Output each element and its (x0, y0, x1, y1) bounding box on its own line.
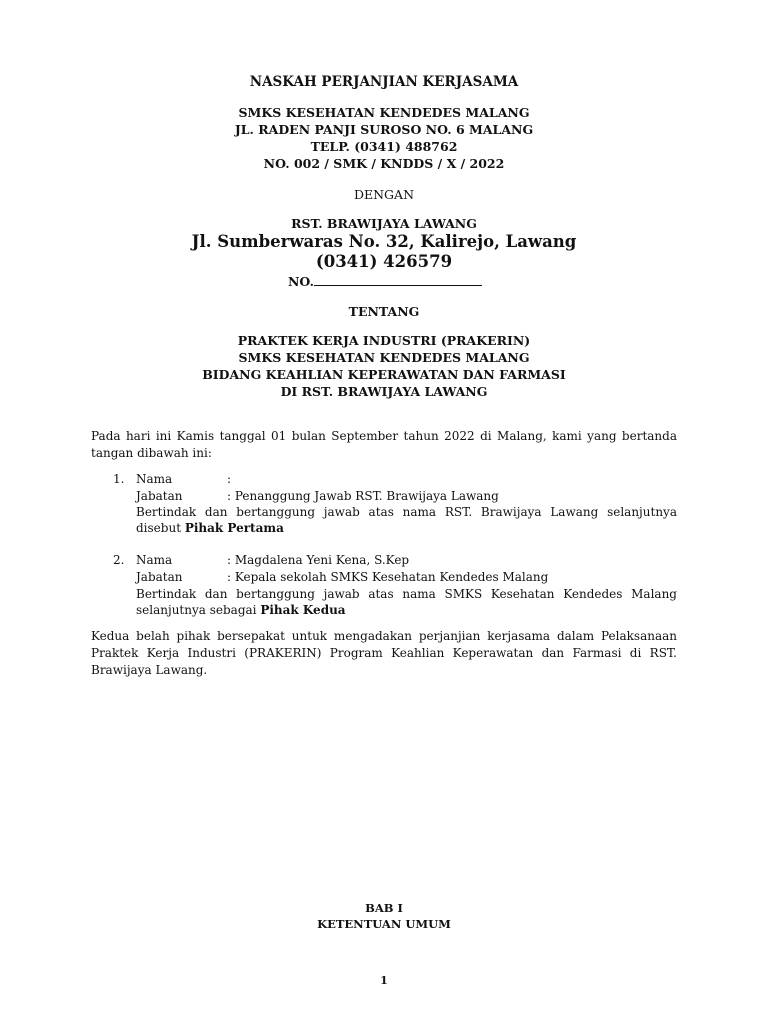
party-2-desc-prefix: selanjutnya sebagai (136, 603, 261, 617)
party-2-role: Pihak Kedua (260, 603, 346, 617)
page-number: 1 (380, 974, 388, 987)
party-2-nama-value: : Magdalena Yeni Kena, S.Kep (227, 553, 410, 567)
agreement-line-3: Brawijaya Lawang. (91, 663, 208, 677)
party-1-role: Pihak Pertama (184, 521, 284, 535)
subject-line-4: DI RST. BRAWIJAYA LAWANG (280, 384, 488, 399)
party-2-jabatan-label: Jabatan (136, 570, 183, 584)
party-1-jabatan-value: : Penanggung Jawab RST. Brawijaya Lawang (227, 489, 499, 503)
party1-name: SMKS KESEHATAN KENDEDES MALANG (238, 105, 530, 120)
party-1-nama-value: : (227, 472, 232, 486)
party-1-desc-prefix: disebut (136, 521, 185, 535)
chapter-subtitle: KETENTUAN UMUM (317, 917, 451, 931)
party1-address: JL. RADEN PANJI SUROSO NO. 6 MALANG (234, 122, 534, 137)
agreement-line-1: Kedua belah pihak bersepakat untuk mengadakan perjanjian kerjasama dalam Pelaksanaan (91, 629, 677, 643)
subject-line-2: SMKS KESEHATAN KENDEDES MALANG (238, 350, 530, 365)
tentang-label: TENTANG (348, 304, 420, 319)
party-1-nama-label: Nama (136, 472, 173, 486)
agreement-line-2: Praktek Kerja Industri (PRAKERIN) Program Keahlian Keperawatan dan Farmasi di RST. (91, 646, 677, 660)
subject-line-3: BIDANG KEAHLIAN KEPERAWATAN DAN FARMASI (202, 367, 566, 382)
party2-number-field (288, 273, 482, 289)
party2-phone: (0341) 426579 (315, 252, 453, 271)
intro-line-1: Pada hari ini Kamis tanggal 01 bulan September tahun 2022 di Malang, kami yang bertanda (91, 429, 677, 443)
party-2-desc-line-1: Bertindak dan bertanggung jawab atas nama SMKS Kesehatan Kendedes Malang (136, 587, 677, 601)
party-1-desc-line-1: Bertindak dan bertanggung jawab atas nama RST. Brawijaya Lawang selanjutnya (136, 505, 677, 519)
party2-number-label: NO. (288, 274, 314, 289)
party2-address: Jl. Sumberwaras No. 32, Kalirejo, Lawang (191, 232, 577, 251)
document-title: NASKAH PERJANJIAN KERJASAMA (249, 74, 519, 90)
connector-dengan: DENGAN (353, 187, 415, 202)
party2-name: RST. BRAWIJAYA LAWANG (291, 216, 477, 231)
party1-number: NO. 002 / SMK / KNDDS / X / 2022 (263, 156, 505, 171)
party1-phone: TELP. (0341) 488762 (310, 139, 458, 154)
party-1-jabatan-label: Jabatan (136, 489, 183, 503)
number-blank-line (314, 273, 482, 286)
chapter-title: BAB I (365, 901, 403, 915)
party-1-desc-line-2 (136, 520, 284, 536)
party-2-nama-label: Nama (136, 553, 173, 567)
subject-line-1: PRAKTEK KERJA INDUSTRI (PRAKERIN) (237, 333, 531, 348)
party-2-desc-line-2 (136, 602, 346, 618)
party-1-number: 1. (113, 472, 125, 486)
intro-line-2: tangan dibawah ini: (91, 446, 212, 460)
party-2-number: 2. (113, 553, 125, 567)
party-2-jabatan-value: : Kepala sekolah SMKS Kesehatan Kendedes Malang (227, 570, 549, 584)
